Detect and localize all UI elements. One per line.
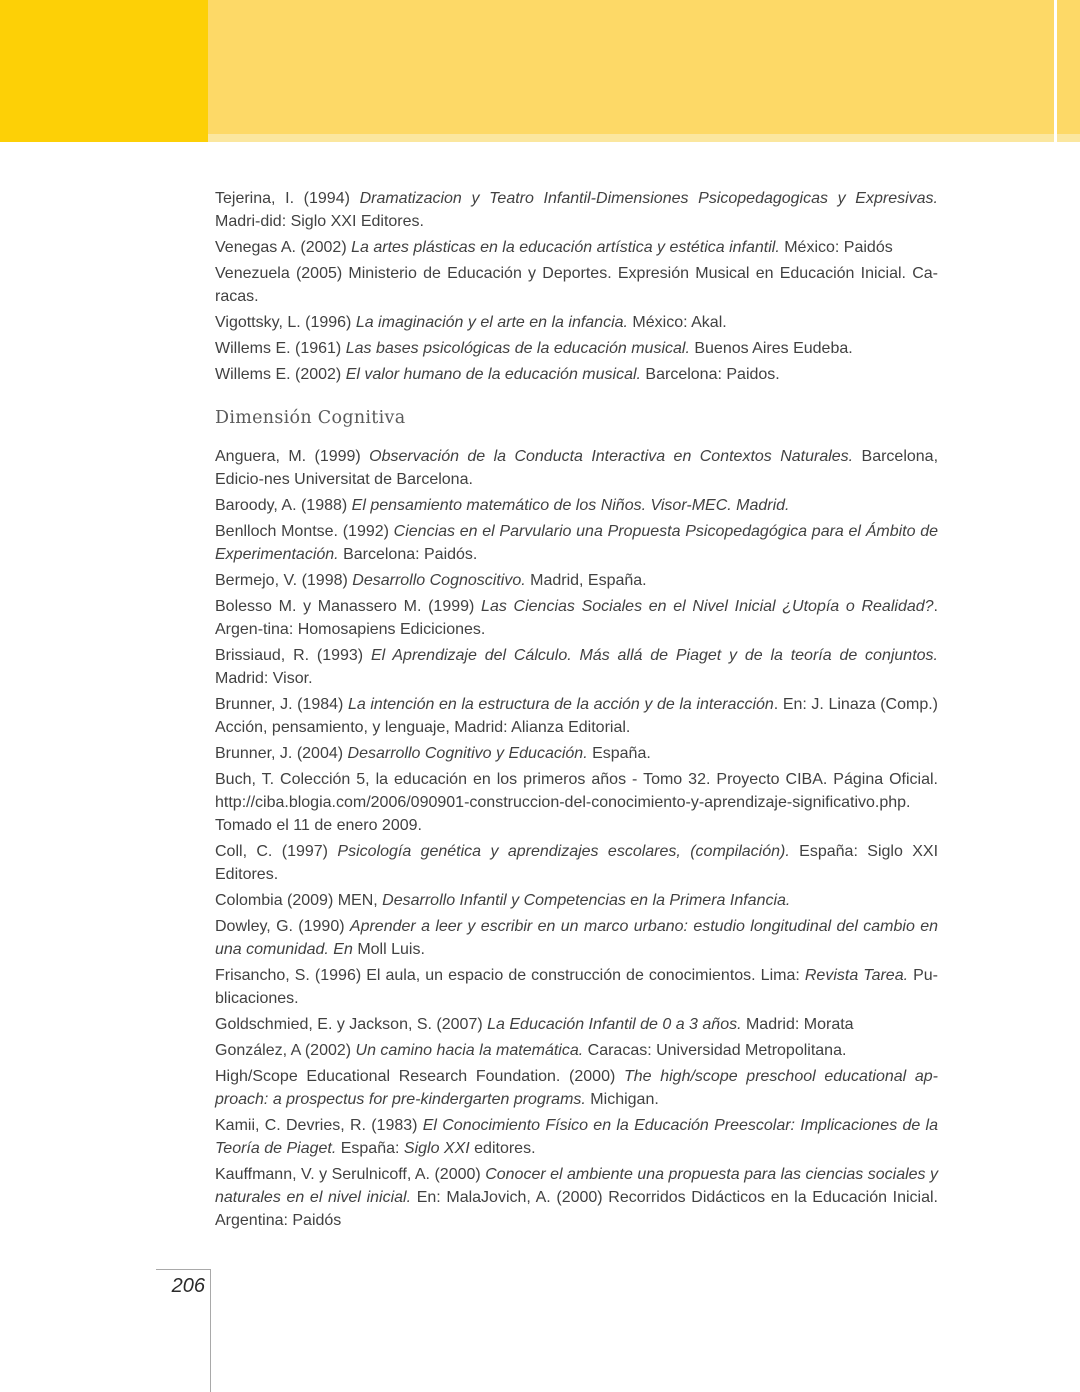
reference-text-segment: . En: J. Linaza (Comp.) Acción, pensamiento, y lenguaje, Madrid: Alianza Editorial. bbox=[215, 696, 938, 736]
reference-title-segment: Siglo XXI bbox=[403, 1140, 470, 1157]
reference-text-segment: Frisancho, S. (1996) El aula, un espacio de construcción de conocimientos. Lima: bbox=[215, 967, 805, 984]
reference-text-segment: Vigottsky, L. (1996) bbox=[215, 314, 356, 331]
reference-title-segment: Observación de la Conducta Interactiva en Contextos Naturales. bbox=[369, 448, 854, 465]
reference-title-segment: Desarrollo Cognitivo y Educación. bbox=[347, 745, 588, 762]
reference-text-segment: Buenos Aires Eudeba. bbox=[689, 340, 853, 357]
reference-entry bbox=[215, 595, 938, 641]
reference-text-segment: Barcelona: Paidos. bbox=[640, 366, 780, 383]
reference-text-segment: Moll Luis. bbox=[352, 941, 425, 958]
reference-title-segment: Dramatizacion y Teatro Infantil-Dimensiones Psicopedagogicas y Expresivas. bbox=[359, 190, 938, 207]
reference-text-segment: España: bbox=[336, 1140, 404, 1157]
reference-text-segment: Brissiaud, R. (1993) bbox=[215, 647, 371, 664]
reference-text-segment: Michigan. bbox=[585, 1091, 659, 1108]
reference-title-segment: The high/scope preschool educational ap-proach: a prospectus for pre-kindergarten programs. bbox=[215, 1068, 938, 1108]
header-band-gold-block bbox=[0, 0, 208, 142]
reference-title-segment: Aprender a leer y escribir en un marco urbano: estudio longitudinal del cambio en una comunidad. En bbox=[215, 918, 938, 958]
reference-entry bbox=[215, 915, 938, 961]
reference-title-segment: La intención en la estructura de la acción y de la interacción bbox=[347, 696, 774, 713]
reference-text-segment: Bolesso M. y Manassero M. (1999) bbox=[215, 598, 482, 615]
section-heading: Dimensión Cognitiva bbox=[215, 408, 406, 428]
reference-title-segment: Conocer el ambiente una propuesta para las ciencias sociales y naturales en el nivel inicial. bbox=[215, 1166, 939, 1206]
header-band-white-divider bbox=[1054, 0, 1057, 142]
reference-entry bbox=[215, 889, 938, 912]
reference-title-segment: Psicología genética y aprendizajes escolares, (compilación). bbox=[337, 843, 790, 860]
page-number-box bbox=[156, 1269, 211, 1392]
reference-text-segment: Kamii, C. Devries, R. (1983) bbox=[215, 1117, 423, 1134]
reference-text-segment: Brunner, J. (1984) bbox=[215, 696, 348, 713]
reference-text-segment: Buch, T. Colección 5, la educación en los primeros años - Tomo 32. Proyecto CIBA. Página Oficial. http://ciba.blogia.com/2006/090901-construccion-del-conocimiento-y-aprendizaje-significativo.php. Tomado el 11 de enero 2009. bbox=[215, 771, 938, 834]
reference-text-segment: Kauffmann, V. y Serulnicoff, A. (2000) bbox=[215, 1166, 486, 1183]
reference-title-segment: Desarrollo Infantil y Competencias en la Primera Infancia. bbox=[382, 892, 791, 909]
reference-text-segment: España. bbox=[587, 745, 651, 762]
reference-text-segment: Willems E. (2002) bbox=[215, 366, 346, 383]
reference-title-segment: El valor humano de la educación musical. bbox=[345, 366, 641, 383]
reference-entry bbox=[215, 1065, 938, 1111]
reference-text-segment: México: Paidós bbox=[779, 239, 893, 256]
reference-title-segment: Desarrollo Cognoscitivo. bbox=[352, 572, 526, 589]
reference-title-segment: Ciencias en el Parvulario una Propuesta Psicopedagógica para el Ámbito de Experimentación. bbox=[215, 523, 938, 563]
header-band-pale-strip bbox=[208, 134, 1080, 142]
reference-text-segment: Venegas A. (2002) bbox=[215, 239, 352, 256]
reference-entry bbox=[215, 1114, 938, 1160]
reference-text-segment: Bermejo, V. (1998) bbox=[215, 572, 353, 589]
reference-entry bbox=[215, 187, 938, 233]
reference-text-segment: Venezuela (2005) Ministerio de Educación y Deportes. Expresión Musical en Educación Inicial. Ca-racas. bbox=[215, 265, 938, 305]
reference-title-segment: El Aprendizaje del Cálculo. Más allá de Piaget y de la teoría de conjuntos. bbox=[370, 647, 938, 664]
reference-entry bbox=[215, 569, 938, 592]
reference-title-segment: La imaginación y el arte en la infancia. bbox=[355, 314, 628, 331]
reference-text-segment: Madrid: Morata bbox=[741, 1016, 854, 1033]
reference-text-segment: Goldschmied, E. y Jackson, S. (2007) bbox=[215, 1016, 488, 1033]
reference-text-segment: España: Siglo XXI Editores. bbox=[215, 843, 939, 883]
reference-title-segment: Revista Tarea. bbox=[804, 967, 909, 984]
reference-title-segment: La artes plásticas en la educación artística y estética infantil. bbox=[351, 239, 780, 256]
reference-text-segment: Barcelona, Edicio-nes Universitat de Barcelona. bbox=[215, 448, 939, 488]
reference-text-segment: Madrid: Visor. bbox=[215, 670, 313, 687]
reference-text-segment: Caracas: Universidad Metropolitana. bbox=[583, 1042, 847, 1059]
reference-text-segment: México: Akal. bbox=[627, 314, 727, 331]
reference-text-segment: Anguera, M. (1999) bbox=[215, 448, 370, 465]
reference-text-segment: Madri-did: Siglo XXI Editores. bbox=[215, 213, 424, 230]
reference-text-segment: Barcelona: Paidós. bbox=[338, 546, 478, 563]
reference-title-segment: Un camino hacia la matemática. bbox=[355, 1042, 584, 1059]
reference-text-segment: En: MalaJovich, A. (2000) Recorridos Didácticos en la Educación Inicial. Argentina: Paidós bbox=[215, 1189, 939, 1229]
reference-text-segment: Coll, C. (1997) bbox=[215, 843, 338, 860]
reference-entry bbox=[215, 311, 938, 334]
reference-entry bbox=[215, 236, 938, 259]
reference-entry bbox=[215, 1013, 938, 1036]
reference-title-segment: La Educación Infantil de 0 a 3 años. bbox=[487, 1016, 742, 1033]
reference-title-segment: Las bases psicológicas de la educación musical. bbox=[345, 340, 690, 357]
reference-text-segment: Tejerina, I. (1994) bbox=[215, 190, 360, 207]
reference-text-segment: Madrid, España. bbox=[525, 572, 647, 589]
reference-entry bbox=[215, 1039, 938, 1062]
reference-entry bbox=[215, 1163, 938, 1232]
reference-entry bbox=[215, 964, 938, 1010]
reference-text-segment: Baroody, A. (1988) bbox=[215, 497, 352, 514]
reference-title-segment: Las Ciencias Sociales en el Nivel Inicial ¿Utopía o Realidad? bbox=[481, 598, 934, 615]
reference-entry bbox=[215, 742, 938, 765]
reference-text-segment: Dowley, G. (1990) bbox=[215, 918, 350, 935]
reference-entry bbox=[215, 262, 938, 308]
reference-entry bbox=[215, 693, 938, 739]
reference-text-segment: Brunner, J. (2004) bbox=[215, 745, 348, 762]
reference-entry bbox=[215, 363, 938, 386]
reference-text-segment: . Argen-tina: Homosapiens Ediciciones. bbox=[215, 598, 938, 638]
reference-text-segment: Benlloch Montse. (1992) bbox=[215, 523, 394, 540]
reference-entry bbox=[215, 494, 938, 517]
reference-text-segment: Willems E. (1961) bbox=[215, 340, 346, 357]
reference-text-segment: Colombia (2009) MEN, bbox=[215, 892, 383, 909]
reference-text-segment: Pu-blicaciones. bbox=[215, 967, 939, 1007]
reference-entry bbox=[215, 840, 938, 886]
reference-entry bbox=[215, 768, 938, 837]
reference-title-segment: El pensamiento matemático de los Niños. Visor-MEC. Madrid. bbox=[351, 497, 790, 514]
reference-text-segment: editores. bbox=[469, 1140, 536, 1157]
reference-text-segment: González, A (2002) bbox=[215, 1042, 356, 1059]
reference-entry bbox=[215, 337, 938, 360]
reference-text-segment: High/Scope Educational Research Foundation. (2000) bbox=[215, 1068, 624, 1085]
references-list bbox=[215, 187, 938, 1235]
reference-title-segment: El Conocimiento Físico en la Educación Preescolar: Implicaciones de la Teoría de Piaget. bbox=[215, 1117, 938, 1157]
page-number: 206 bbox=[171, 1275, 205, 1297]
reference-entry bbox=[215, 445, 938, 491]
reference-entry bbox=[215, 520, 938, 566]
reference-entry bbox=[215, 644, 938, 690]
